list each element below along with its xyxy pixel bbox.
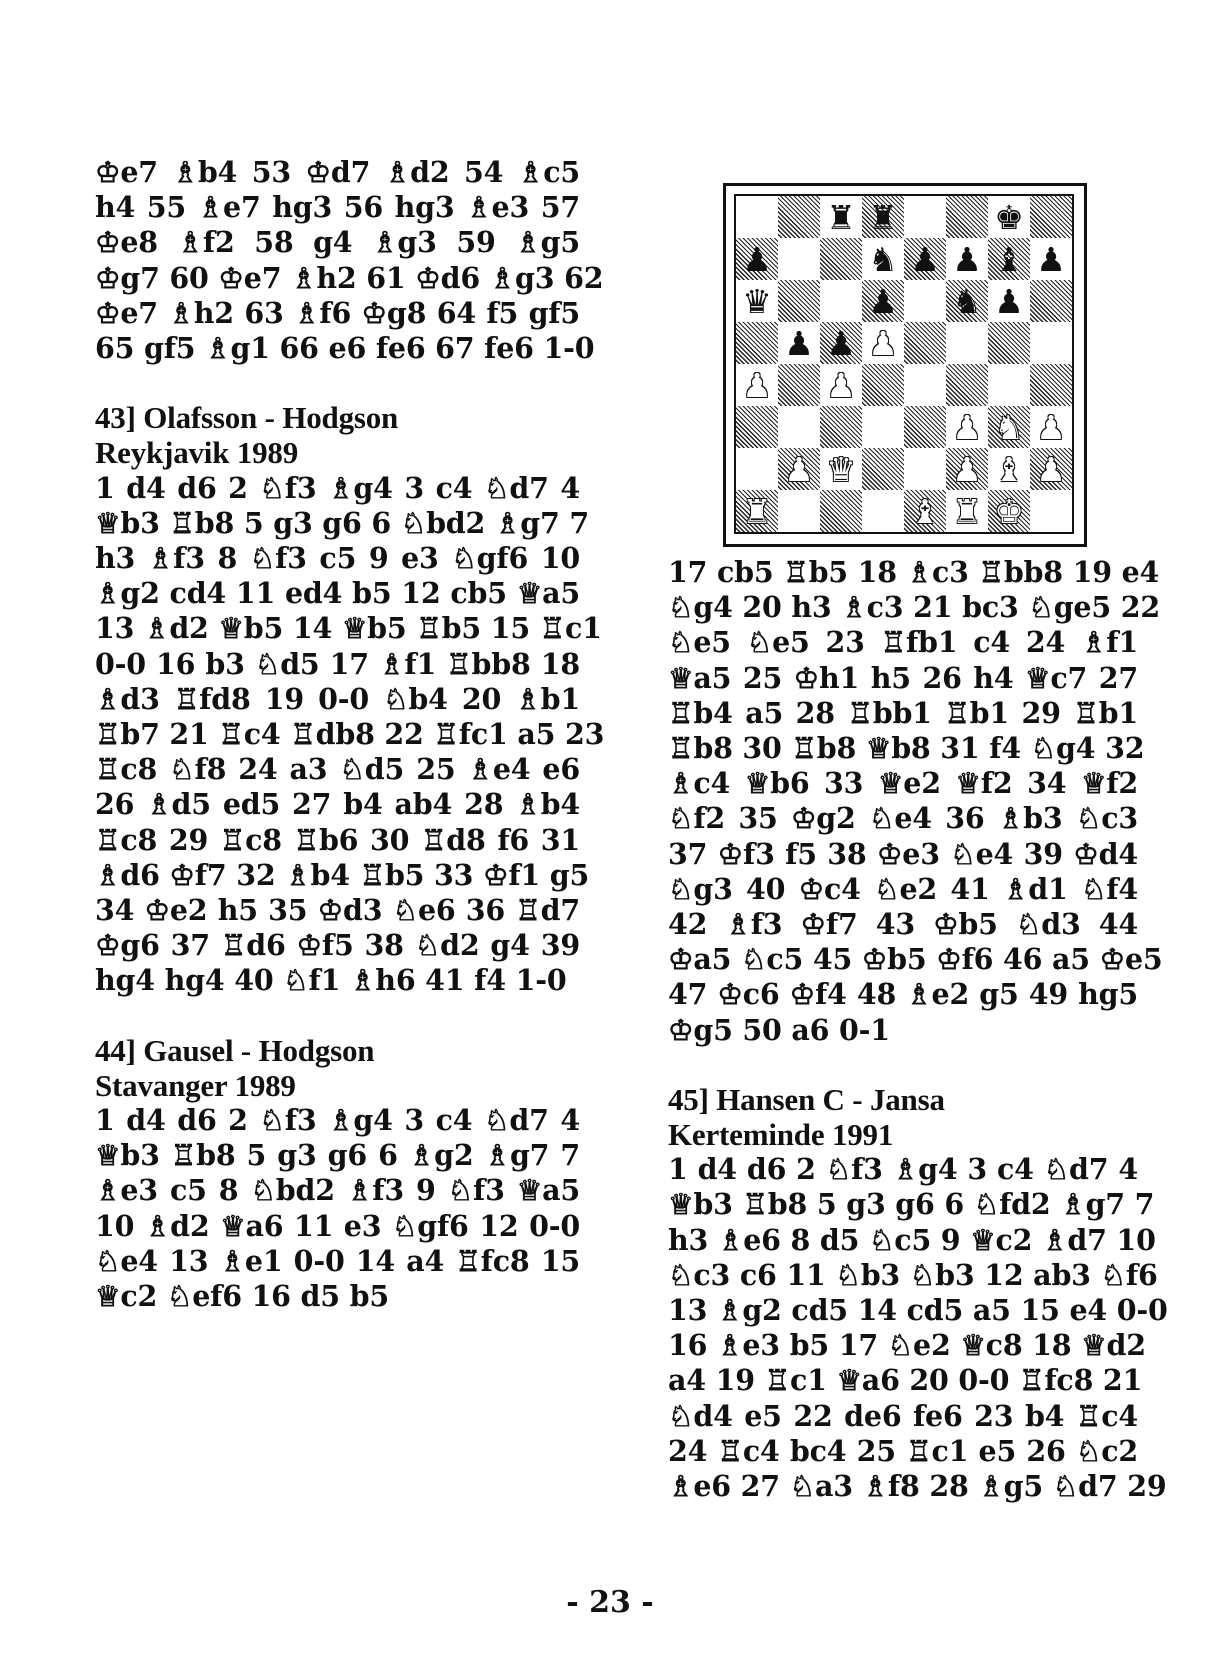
black-pawn-icon: ♟ xyxy=(952,239,982,279)
right-column xyxy=(668,555,1168,1504)
board-square xyxy=(988,322,1030,364)
board-square xyxy=(778,322,820,364)
board-square xyxy=(904,280,946,322)
section-gap xyxy=(95,999,580,1033)
board-square xyxy=(736,448,778,490)
board-square xyxy=(778,196,820,238)
game-heading: 45] Hansen C - Jansa xyxy=(668,1081,945,1117)
board-square xyxy=(820,406,862,448)
move-line: ♖b7 21 ♖c4 ♖db8 22 ♖fc1 a5 23 xyxy=(95,717,605,752)
board-square xyxy=(1030,364,1072,406)
game-heading: 44] Gausel - Hodgson xyxy=(95,1032,375,1068)
board-square xyxy=(1030,280,1072,322)
black-pawn-icon: ♟ xyxy=(826,323,856,363)
board-square xyxy=(904,406,946,448)
white-bishop-icon: ♝ xyxy=(910,491,940,531)
move-line: ♗g2 cd4 11 ed4 b5 12 cb5 ♕a5 xyxy=(95,576,580,611)
board-square xyxy=(778,448,820,490)
board-square xyxy=(736,490,778,532)
move-line: ♘d4 e5 22 de6 fe6 23 b4 ♖c4 xyxy=(668,1398,1138,1433)
board-square xyxy=(1030,406,1072,448)
game-heading: 43] Olafsson - Hodgson xyxy=(95,400,399,436)
move-line: ♕c2 ♘ef6 16 d5 b5 xyxy=(95,1279,389,1314)
board-square xyxy=(946,448,988,490)
move-line: ♗d3 ♖fd8 19 0-0 ♘b4 20 ♗b1 xyxy=(95,681,580,716)
black-pawn-icon: ♟ xyxy=(910,239,940,279)
board-square xyxy=(820,364,862,406)
board-square xyxy=(736,406,778,448)
board-square xyxy=(862,490,904,532)
board-square xyxy=(820,490,862,532)
board-square xyxy=(1030,490,1072,532)
move-line: 0-0 16 b3 ♘d5 17 ♗f1 ♖bb8 18 xyxy=(95,646,580,681)
board-square xyxy=(1030,238,1072,280)
move-line: 1 d4 d6 2 ♘f3 ♗g4 3 c4 ♘d7 4 xyxy=(95,1103,580,1138)
move-line: 34 ♔e2 h5 35 ♔d3 ♘e6 36 ♖d7 xyxy=(95,893,580,928)
board-square xyxy=(988,280,1030,322)
board-square xyxy=(862,322,904,364)
move-line: ♔g7 60 ♔e7 ♗h2 61 ♔d6 ♗g3 62 xyxy=(95,260,604,295)
move-line: hg4 hg4 40 ♘f1 ♗h6 41 f4 1-0 xyxy=(95,963,567,998)
board-square xyxy=(778,490,820,532)
game-heading: Kerteminde 1991 xyxy=(668,1117,894,1153)
board-square xyxy=(778,364,820,406)
move-line: 37 ♔f3 f5 38 ♔e3 ♘e4 39 ♔d4 xyxy=(668,836,1138,871)
black-pawn-icon: ♟ xyxy=(784,323,814,363)
move-line: a4 19 ♖c1 ♕a6 20 0-0 ♖fc8 21 xyxy=(668,1363,1143,1398)
move-line: ♔g6 37 ♖d6 ♔f5 38 ♘d2 g4 39 xyxy=(95,928,580,963)
board-square xyxy=(862,280,904,322)
move-line: ♘f2 35 ♔g2 ♘e4 36 ♗b3 ♘c3 xyxy=(668,801,1138,836)
board-square xyxy=(946,406,988,448)
board-square xyxy=(736,196,778,238)
white-king-icon: ♚ xyxy=(994,491,1024,531)
move-line: ♔e7 ♗b4 53 ♔d7 ♗d2 54 ♗c5 xyxy=(95,155,580,189)
board-square xyxy=(988,406,1030,448)
board-square xyxy=(946,364,988,406)
move-line: 13 ♗g2 cd5 14 cd5 a5 15 e4 0-0 xyxy=(668,1293,1168,1328)
move-line: 17 cb5 ♖b5 18 ♗c3 ♖bb8 19 e4 xyxy=(668,555,1160,589)
board-square xyxy=(904,196,946,238)
black-rook-icon: ♜ xyxy=(826,197,856,237)
white-pawn-icon: ♟ xyxy=(868,323,898,363)
white-pawn-icon: ♟ xyxy=(784,449,814,489)
game-heading: Reykjavik 1989 xyxy=(95,435,299,471)
board-square xyxy=(904,448,946,490)
move-line: ♖c8 29 ♖c8 ♖b6 30 ♖d8 f6 31 xyxy=(95,822,580,857)
board-square xyxy=(862,448,904,490)
board-square xyxy=(820,238,862,280)
white-bishop-icon: ♝ xyxy=(994,449,1024,489)
move-line: ♘e4 13 ♗e1 0-0 14 a4 ♖fc8 15 xyxy=(95,1243,580,1278)
page-number: - 23 - xyxy=(566,1585,654,1620)
move-line: ♖b8 30 ♖b8 ♕b8 31 f4 ♘g4 32 xyxy=(668,731,1145,766)
move-line: 24 ♖c4 bc4 25 ♖c1 e5 26 ♘c2 xyxy=(668,1433,1138,1468)
move-line: 16 ♗e3 b5 17 ♘e2 ♕c8 18 ♕d2 xyxy=(668,1328,1146,1363)
black-king-icon: ♚ xyxy=(994,197,1024,237)
board-square xyxy=(820,448,862,490)
black-pawn-icon: ♟ xyxy=(868,281,898,321)
move-line: ♘g4 20 h3 ♗c3 21 bc3 ♘ge5 22 xyxy=(668,590,1160,625)
white-knight-icon: ♞ xyxy=(994,407,1024,447)
board-square xyxy=(904,322,946,364)
black-knight-icon: ♞ xyxy=(952,281,982,321)
move-line: 1 d4 d6 2 ♘f3 ♗g4 3 c4 ♘d7 4 xyxy=(668,1152,1138,1187)
white-pawn-icon: ♟ xyxy=(1036,407,1066,447)
chess-board xyxy=(734,194,1074,534)
board-square xyxy=(946,280,988,322)
board-square xyxy=(820,322,862,364)
board-square xyxy=(946,238,988,280)
move-line: ♕a5 25 ♔h1 h5 26 h4 ♕c7 27 xyxy=(668,660,1138,695)
board-square xyxy=(1030,448,1072,490)
board-square xyxy=(946,196,988,238)
move-line: ♖b4 a5 28 ♖bb1 ♖b1 29 ♖b1 xyxy=(668,695,1138,730)
game-heading: Stavanger 1989 xyxy=(95,1067,296,1103)
board-square xyxy=(904,238,946,280)
section-gap xyxy=(668,1048,1138,1082)
board-square xyxy=(988,196,1030,238)
black-knight-icon: ♞ xyxy=(868,239,898,279)
move-line: 42 ♗f3 ♔f7 43 ♔b5 ♘d3 44 xyxy=(668,907,1138,942)
white-rook-icon: ♜ xyxy=(742,491,772,531)
left-column xyxy=(95,155,605,1314)
board-square xyxy=(988,448,1030,490)
move-line: ♔e7 ♗h2 63 ♗f6 ♔g8 64 f5 gf5 xyxy=(95,295,580,330)
board-square xyxy=(988,490,1030,532)
move-line: ♗d6 ♔f7 32 ♗b4 ♖b5 33 ♔f1 g5 xyxy=(95,857,590,892)
board-square xyxy=(862,196,904,238)
white-pawn-icon: ♟ xyxy=(742,365,772,405)
move-line: ♘e5 ♘e5 23 ♖fb1 c4 24 ♗f1 xyxy=(668,625,1138,660)
move-line: h3 ♗f3 8 ♘f3 c5 9 e3 ♘gf6 10 xyxy=(95,541,580,576)
move-line: ♗e3 c5 8 ♘bd2 ♗f3 9 ♘f3 ♕a5 xyxy=(95,1173,580,1208)
white-rook-icon: ♜ xyxy=(952,491,982,531)
board-square xyxy=(1030,196,1072,238)
board-square xyxy=(736,238,778,280)
white-pawn-icon: ♟ xyxy=(952,407,982,447)
white-pawn-icon: ♟ xyxy=(826,365,856,405)
board-square xyxy=(778,280,820,322)
move-line: h4 55 ♗e7 hg3 56 hg3 ♗e3 57 xyxy=(95,190,580,225)
board-square xyxy=(820,196,862,238)
move-line: 26 ♗d5 ed5 27 b4 ab4 28 ♗b4 xyxy=(95,787,580,822)
move-line: ♖c8 ♘f8 24 a3 ♘d5 25 ♗e4 e6 xyxy=(95,752,580,787)
board-square xyxy=(862,364,904,406)
black-pawn-icon: ♟ xyxy=(1036,239,1066,279)
white-pawn-icon: ♟ xyxy=(1036,449,1066,489)
move-line: ♘c3 c6 11 ♘b3 ♘b3 12 ab3 ♘f6 xyxy=(668,1257,1158,1292)
move-line: ♘g3 40 ♔c4 ♘e2 41 ♗d1 ♘f4 xyxy=(668,871,1138,906)
move-line: 47 ♔c6 ♔f4 48 ♗e2 g5 49 hg5 xyxy=(668,977,1138,1012)
move-line: ♗c4 ♕b6 33 ♕e2 ♕f2 34 ♕f2 xyxy=(668,766,1138,801)
move-line: 13 ♗d2 ♕b5 14 ♕b5 ♖b5 15 ♖c1 xyxy=(95,611,602,646)
black-rook-icon: ♜ xyxy=(868,197,898,237)
move-line: ♔g5 50 a6 0-1 xyxy=(668,1012,890,1047)
white-queen-icon: ♛ xyxy=(826,449,856,489)
black-pawn-icon: ♟ xyxy=(994,281,1024,321)
section-gap xyxy=(95,366,580,400)
move-line: 1 d4 d6 2 ♘f3 ♗g4 3 c4 ♘d7 4 xyxy=(95,470,580,505)
board-square xyxy=(778,406,820,448)
chess-diagram xyxy=(723,183,1087,547)
black-pawn-icon: ♟ xyxy=(742,239,772,279)
board-square xyxy=(904,364,946,406)
move-line: 65 gf5 ♗g1 66 e6 fe6 67 fe6 1-0 xyxy=(95,331,595,366)
board-square xyxy=(862,406,904,448)
move-line: ♕b3 ♖b8 5 g3 g6 6 ♘bd2 ♗g7 7 xyxy=(95,505,589,540)
board-square xyxy=(904,490,946,532)
move-line: ♕b3 ♖b8 5 g3 g6 6 ♗g2 ♗g7 7 xyxy=(95,1138,580,1173)
board-square xyxy=(778,238,820,280)
move-line: ♔e8 ♗f2 58 g4 ♗g3 59 ♗g5 xyxy=(95,225,580,260)
board-square xyxy=(946,490,988,532)
board-square xyxy=(736,280,778,322)
move-line: ♕b3 ♖b8 5 g3 g6 6 ♘fd2 ♗g7 7 xyxy=(668,1187,1155,1222)
board-square xyxy=(820,280,862,322)
black-queen-icon: ♛ xyxy=(742,281,772,321)
white-pawn-icon: ♟ xyxy=(952,449,982,489)
board-square xyxy=(988,364,1030,406)
board-square xyxy=(862,238,904,280)
board-square xyxy=(988,238,1030,280)
move-line: h3 ♗e6 8 d5 ♘c5 9 ♕c2 ♗d7 10 xyxy=(668,1222,1156,1257)
board-square xyxy=(736,322,778,364)
black-bishop-icon: ♝ xyxy=(994,239,1024,279)
move-line: ♔a5 ♘c5 45 ♔b5 ♔f6 46 a5 ♔e5 xyxy=(668,942,1163,977)
board-square xyxy=(736,364,778,406)
move-line: 10 ♗d2 ♕a6 11 e3 ♘gf6 12 0-0 xyxy=(95,1208,580,1243)
board-square xyxy=(1030,322,1072,364)
move-line: ♗e6 27 ♘a3 ♗f8 28 ♗g5 ♘d7 29 xyxy=(668,1469,1167,1504)
board-square xyxy=(946,322,988,364)
